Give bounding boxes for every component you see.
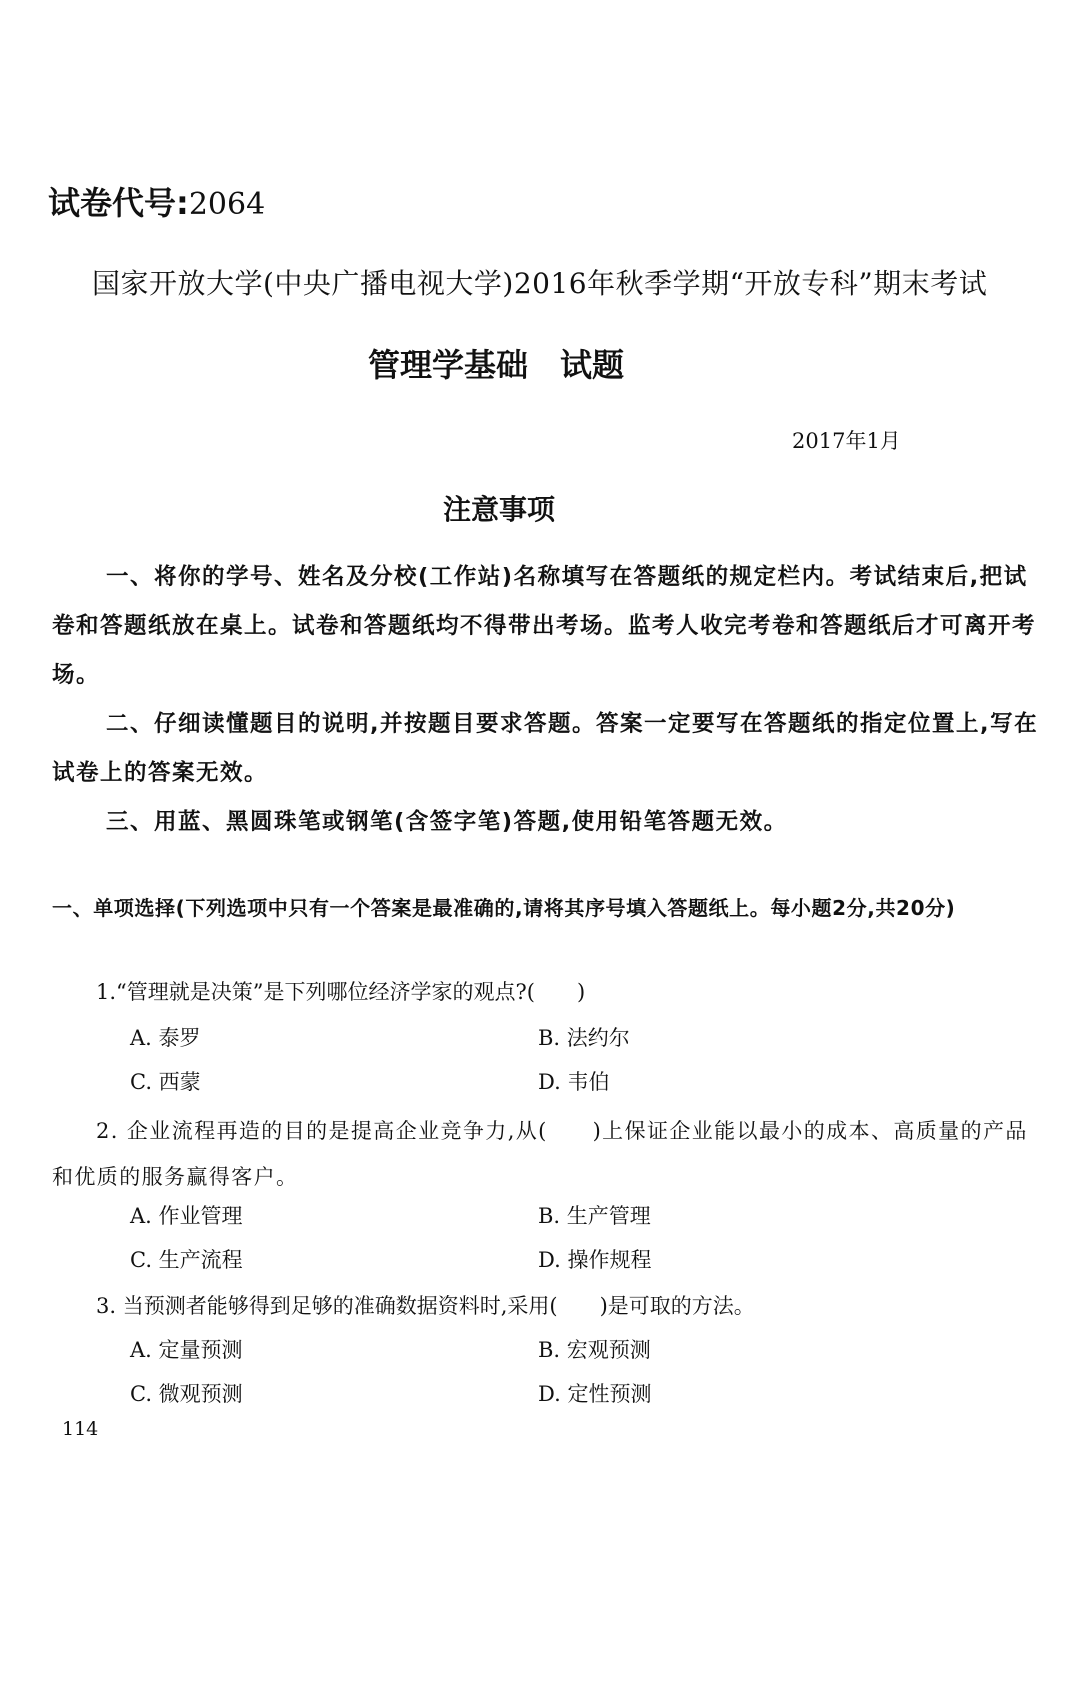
question-3-option-b: B. 宏观预测	[538, 1338, 651, 1362]
university-line: 国家开放大学(中央广播电视大学)2016年秋季学期“开放专科”期末考试	[92, 267, 988, 300]
question-1-option-d: D. 韦伯	[538, 1070, 610, 1094]
question-2-option-d: D. 操作规程	[538, 1248, 652, 1272]
question-3-stem: 3. 当预测者能够得到足够的准确数据资料时,采用( )是可取的方法。	[96, 1294, 755, 1318]
question-3-option-a: A. 定量预测	[130, 1338, 243, 1362]
page-number: 114	[62, 1418, 99, 1440]
question-3-option-d: D. 定性预测	[538, 1382, 652, 1406]
question-2-stem: 2. 企业流程再造的目的是提高企业竞争力,从( )上保证企业能以最小的成本、高质量的产品和优质的服务赢得客户。	[52, 1119, 1028, 1189]
notice-item-3: 三、用蓝、黑圆珠笔或钢笔(含签字笔)答题,使用铅笔答题无效。	[106, 809, 788, 835]
exam-title: 管理学基础 试题	[368, 346, 625, 384]
paper-code	[48, 178, 265, 224]
exam-date: 2017年1月	[792, 429, 901, 453]
paper-code-label: 试卷代号	[48, 184, 177, 222]
notice-item-2: 二、仔细读懂题目的说明,并按题目要求答题。答案一定要写在答题纸的指定位置上,写在试卷上的答案无效。	[52, 711, 1039, 786]
paper-code-separator: :	[176, 184, 189, 222]
notice-heading: 注意事项	[443, 493, 556, 526]
section-1-heading: 一、单项选择(下列选项中只有一个答案是最准确的,请将其序号填入答题纸上。每小题2分,共20分)	[52, 896, 956, 920]
question-1-option-b: B. 法约尔	[538, 1026, 630, 1050]
notice-item-1: 一、将你的学号、姓名及分校(工作站)名称填写在答题纸的规定栏内。考试结束后,把试卷和答题纸放在桌上。试卷和答题纸均不得带出考场。监考人收完考卷和答题纸后才可离开考场。	[52, 564, 1037, 688]
question-1-option-a: A. 泰罗	[130, 1026, 201, 1050]
question-2-option-c: C. 生产流程	[130, 1248, 243, 1272]
question-1-stem: 1.“管理就是决策”是下列哪位经济学家的观点?( )	[96, 980, 586, 1004]
question-3-option-c: C. 微观预测	[130, 1382, 243, 1406]
paper-code-value: 2064	[188, 187, 266, 222]
question-2-option-b: B. 生产管理	[538, 1204, 651, 1228]
question-1-option-c: C. 西蒙	[130, 1070, 201, 1094]
question-2-option-a: A. 作业管理	[130, 1204, 243, 1228]
